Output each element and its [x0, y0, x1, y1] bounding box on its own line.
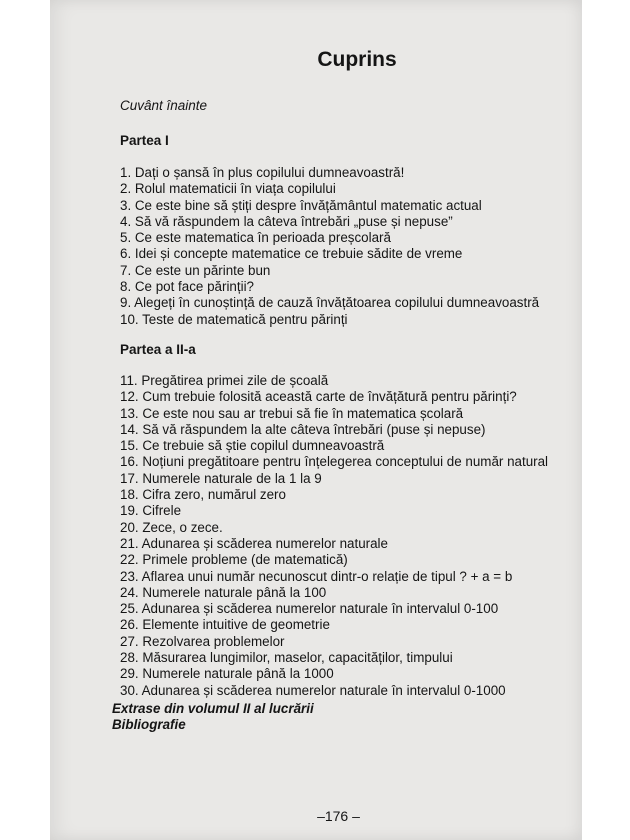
toc-entry: 7. Ce este un părinte bun: [120, 262, 271, 278]
bibliography-entry: Bibliografie: [112, 717, 186, 733]
toc-entry: 3. Ce este bine să știți despre învățământul matematic actual: [120, 197, 482, 213]
toc-entry: 6. Idei și concepte matematice ce trebuie sădite de vreme: [120, 246, 463, 262]
part1-heading: Partea I: [120, 133, 169, 148]
part2-list: [120, 373, 582, 699]
toc-entry: 10. Teste de matematică pentru părinți: [120, 311, 348, 327]
toc-entry: 14. Să vă răspundem la alte câteva întrebări (puse și nepuse): [120, 421, 486, 437]
toc-entry: 19. Cifrele: [120, 503, 182, 519]
toc-entry: 13. Ce este nou sau ar trebui să fie în matematica școlară: [120, 405, 464, 421]
toc-entry: 8. Ce pot face părinții?: [120, 279, 254, 295]
toc-entry: 11. Pregătirea primei zile de școală: [120, 373, 329, 388]
toc-entry: 17. Numerele naturale de la 1 la 9: [120, 470, 322, 486]
toc-entry: 2. Rolul matematicii în viața copilului: [120, 181, 336, 197]
toc-entry: 21. Adunarea și scăderea numerelor naturale: [120, 535, 388, 551]
toc-entry: 22. Primele probleme (de matematică): [120, 552, 348, 568]
toc-entry: 25. Adunarea și scăderea numerelor naturale în intervalul 0-100: [120, 601, 499, 617]
toc-entry: 29. Numerele naturale până la 1000: [120, 666, 334, 682]
part1-list: [120, 165, 582, 328]
toc-entry: 20. Zece, o zece.: [120, 519, 223, 535]
toc-entry: 23. Aflarea unui număr necunoscut dintr-o relație de tipul ? + a = b: [120, 568, 513, 584]
toc-entry: 24. Numerele naturale până la 100: [120, 584, 327, 600]
toc-entry: 30. Adunarea și scăderea numerelor naturale în intervalul 0-1000: [120, 682, 506, 698]
toc-entry: 12. Cum trebuie folosită această carte de învățătură pentru părinți?: [120, 389, 517, 405]
page-number: –176 –: [317, 808, 360, 824]
toc-entry: 28. Măsurarea lungimilor, maselor, capacităților, timpului: [120, 650, 453, 666]
part2-heading: Partea a II-a: [120, 342, 196, 357]
page-title: Cuprins: [317, 48, 397, 71]
foreword-entry: Cuvânt înainte: [120, 98, 208, 113]
book-page: [50, 0, 582, 840]
toc-entry: 5. Ce este matematica în perioada preșcolară: [120, 230, 391, 246]
toc-entry: 27. Rezolvarea problemelor: [120, 633, 285, 649]
toc-entry: 16. Noțiuni pregătitoare pentru înțelegerea conceptului de număr natural: [120, 454, 549, 470]
toc-entry: 26. Elemente intuitive de geometrie: [120, 617, 330, 633]
toc-entry: 15. Ce trebuie să știe copilul dumneavoastră: [120, 438, 385, 454]
table-of-contents: [50, 0, 582, 840]
extras-entry: Extrase din volumul II al lucrării: [112, 701, 314, 716]
toc-entry: 9. Alegeți în cunoștință de cauză învățătoarea copilului dumneavoastră: [120, 295, 540, 311]
toc-entry: 1. Dați o șansă în plus copilului dumneavoastră!: [120, 165, 405, 180]
toc-entry: 18. Cifra zero, numărul zero: [120, 487, 286, 503]
extras-block: [112, 701, 314, 734]
toc-entry: 4. Să vă răspundem la câteva întrebări „puse și nepuse”: [120, 213, 453, 229]
